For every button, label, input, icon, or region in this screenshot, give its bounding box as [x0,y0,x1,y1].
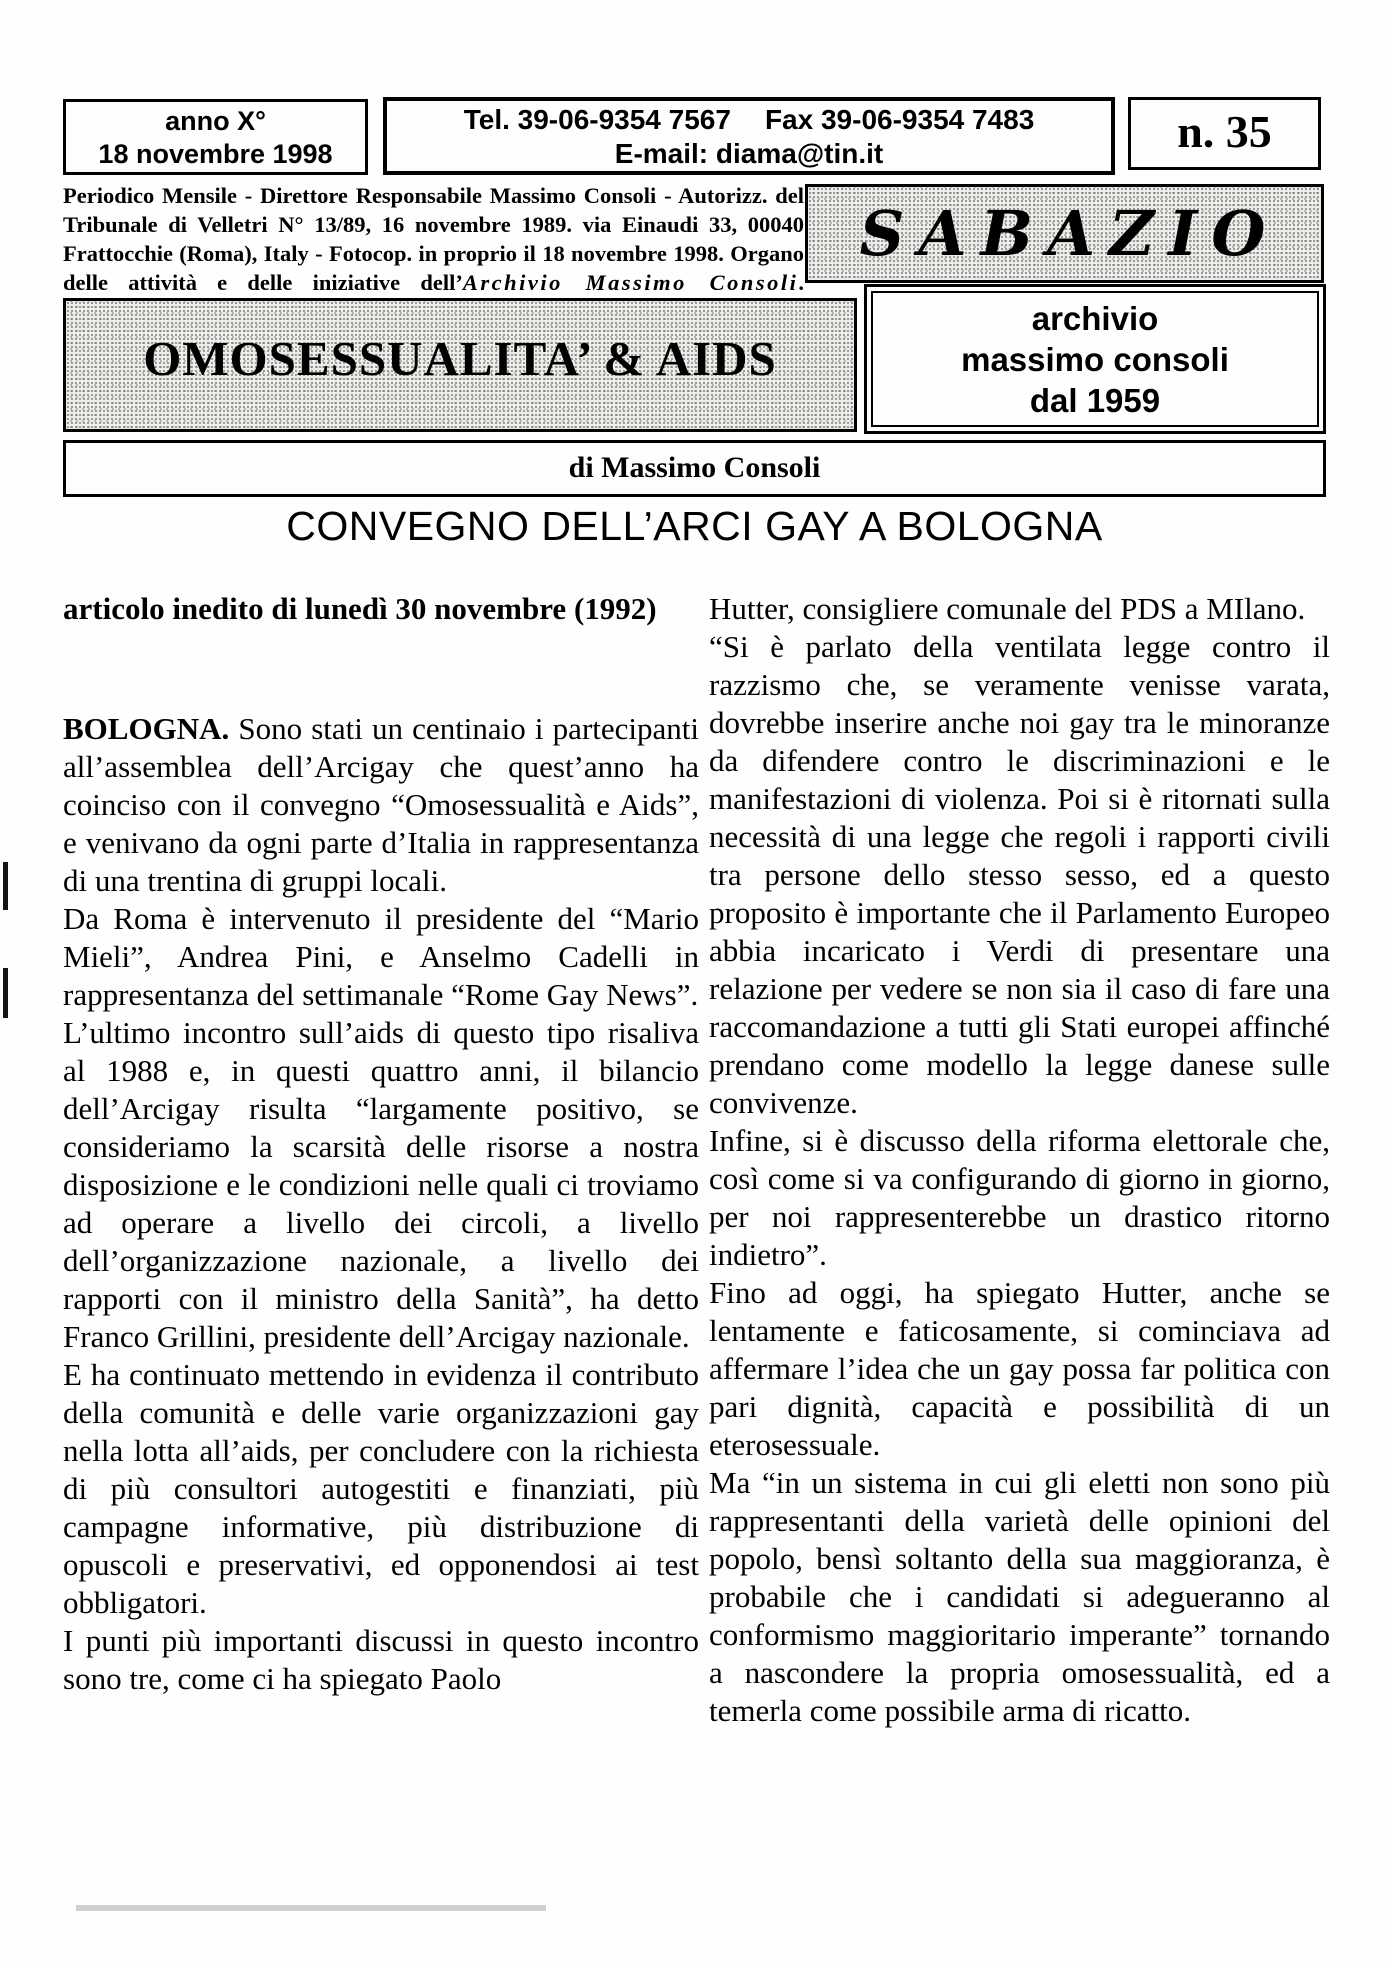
article-paragraph: Infine, si è discusso della riforma elettorale che, così come si va configurando di giorno in giorno, per noi rappresenterebbe un drastico ritorno indietro”. [709,1123,1330,1272]
article-paragraph: L’ultimo incontro sull’aids di questo tipo risaliva al 1988 e, in questi quattro anni, il bilancio dell’Arcigay risulta “largamente positivo, se consideriamo la scarsità delle risorse a nostra disposizione e le condizioni nelle quali ci troviamo ad operare a livello dei circoli, a livello dell’organizzazione nazionale, a livello dei rapporti con il ministro della Sanità”, ha detto Franco Grillini, presidente dell’Arcigay nazionale. [63,1015,699,1354]
article-paragraph: E ha continuato mettendo in evidenza il contributo della comunità e delle varie organizzazioni gay nella lotta all’aids, per concludere con la richiesta di più consultori autogestiti e finanziati, più campagne informative, più distribuzione di opuscoli e preservativi, ed opponendosi ai test obbligatori. [63,1357,699,1620]
article-column-left [63,590,699,1698]
byline-box [63,440,1326,497]
telephone-number: Tel. 39-06-9354 7567 [463,104,731,135]
article-paragraph: Fino ad oggi, ha spiegato Hutter, anche se lentamente e faticosamente, si cominciava ad affermare l’idea che un gay possa far politica con pari dignità, capacità e possibilità di un eterosessuale. [709,1275,1330,1462]
article-paragraph: Ma “in un sistema in cui gli eletti non sono più rappresentanti della varietà delle opinioni del popolo, bensì soltanto della sua maggioranza, è probabile che i candidati si adegueranno al conformismo maggioritario imperante” tornando a nascondere la propria omosessualità, ed a temerla come possibile arma di ricatto. [709,1465,1330,1728]
article-paragraph: Da Roma è intervenuto il presidente del “Mario Mieli”, Andrea Pini, e Anselmo Cadelli in rappresentanza del settimanale “Rome Gay News”. [63,901,699,1012]
article-paragraph: BOLOGNA. Sono stati un centinaio i partecipanti all’assemblea dell’Arcigay che quest’anno ha coinciso con il convegno “Omosessualità e Aids”, e venivano da ogni parte d’Italia in rappresentanza di una trentina di gruppi locali. [63,711,699,898]
article-paragraph: I punti più importanti discussi in questo incontro sono tre, come ci ha spiegato Paolo [63,1623,699,1696]
email-address: E-mail: diama@tin.it [614,138,884,169]
publisher-info [63,181,804,297]
section-title-band [63,298,857,432]
archive-line: archivio [1031,299,1159,337]
issue-year: anno X° [165,106,266,136]
left-column-body [63,710,699,1698]
article-column-right [709,590,1330,1730]
publisher-line-pre: delle attività e delle iniziative dell’ [63,270,463,295]
publisher-line: Periodico Mensile - Direttore Responsabile Massimo Consoli - Autorizz. del [63,183,804,208]
scan-artifact [3,862,8,910]
paragraph-lead: BOLOGNA. [63,711,239,746]
publisher-line [63,268,804,297]
issue-number-box [1128,97,1321,170]
contact-phone-line [387,103,1111,137]
article-paragraph: Hutter, consigliere comunale del PDS a MIlano. [709,591,1306,626]
issue-number: n. 35 [1177,106,1272,157]
article-headline: CONVEGNO DELL’ARCI GAY A BOLOGNA [286,503,1103,549]
publisher-line: Frattocchie (Roma), Italy - Fotocop. in proprio il 18 novembre 1998. Organo [63,241,804,266]
byline: di Massimo Consoli [568,451,821,484]
fax-number: Fax 39-06-9354 7483 [764,104,1035,135]
publisher-line-post: . [798,270,804,295]
contact-box [383,97,1115,175]
article-paragraph: “Si è parlato della ventilata legge contro il razzismo che, se veramente venisse varata, dovrebbe inserire anche noi gay tra le minoranze da difendere contro le discriminazioni e le manifestazioni di violenza. Poi si è ritornati sulla necessità di una legge che regoli i rapporti civili tra persone dello stesso sesso, ed a questo proposito è importante che il Parlamento Europeo abbia incaricato i Verdi di presentare una relazione per vedere se non sia il caso di fare una raccomandazione a tutti gli Stati europei affinché prendano come modello la legge danese sulle convivenze. [709,629,1330,1120]
archive-line: massimo consoli [961,340,1229,378]
scan-artifact [76,1905,546,1911]
newsletter-logo: SABAZIO [859,197,1280,270]
article-intro: articolo inedito di lunedì 30 novembre (1992) [63,591,657,626]
publisher-line: Tribunale di Velletri N° 13/89, 16 novembre 1989. via Einaudi 33, 00040 [63,212,804,237]
masthead-logo-box [805,184,1324,283]
scan-artifact [3,968,8,1018]
archive-name-italic: Archivio Massimo Consoli [462,270,799,295]
archive-box-inner [871,291,1319,427]
archive-line: dal 1959 [1029,381,1161,419]
issue-date-box [63,99,368,175]
issue-date: 18 novembre 1998 [98,139,333,169]
section-title: OMOSESSUALITA’ & AIDS [143,330,777,386]
archive-box [864,284,1326,434]
